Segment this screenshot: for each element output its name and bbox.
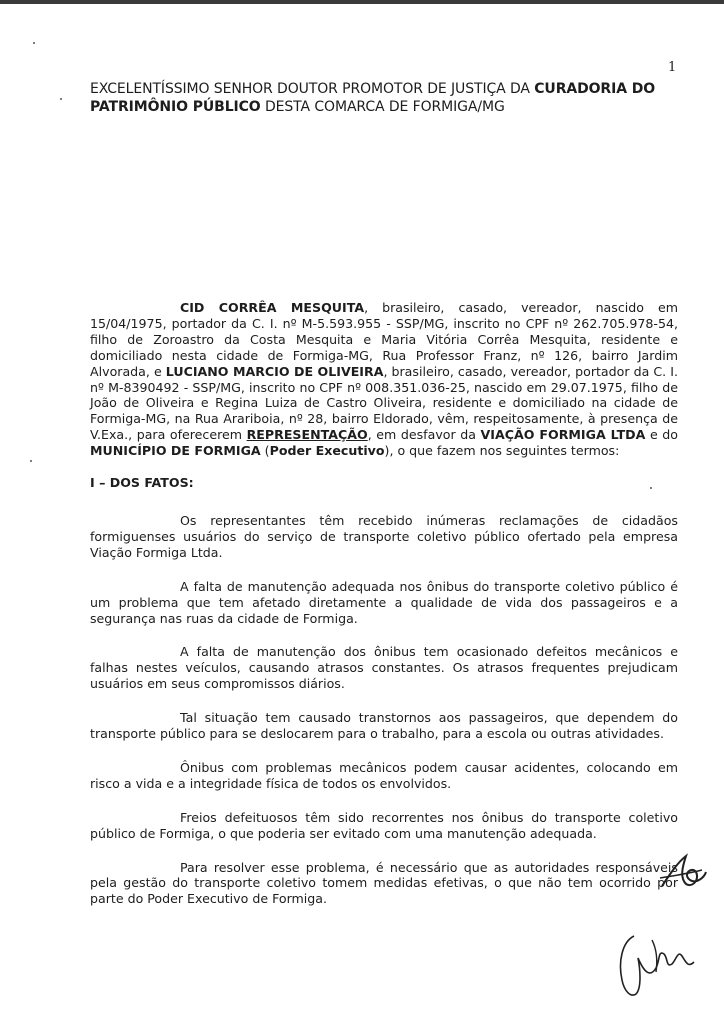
- representative-name-2: LUCIANO MARCIO DE OLIVEIRA: [165, 363, 384, 379]
- fact-paragraph: A falta de manutenção adequada nos ônibus do transporte coletivo público é um problema que tem afetado diretamente a qualidade de vida dos passageiros e a segurança nas ruas da cidade de Formiga.: [90, 578, 678, 626]
- scan-speck: [30, 460, 32, 462]
- representacao-label: REPRESENTAÇÃO: [246, 427, 368, 443]
- page-number: 1: [668, 60, 677, 75]
- header-bold-part: CURADORIA DO PATRIMÔNIO PÚBLICO: [90, 81, 656, 115]
- intro-text-1: , brasileiro, casado, vereador, nascido em 15/04/1975, portador da C. I. nº M-5.593.955 - SSP/MG, inscrito no CPF nº 262.705.978-54, filho de Zoroastro da Costa Mesquita e Maria Vitória Corrêa Mesquita, residente e domiciliado nesta cidade de Formiga-MG, Rua Professor Franz, nº 126, bairro Jardim Alvorada, e: [90, 300, 678, 379]
- intro-paragraph: [90, 300, 678, 459]
- scan-speck: [60, 98, 62, 100]
- scan-top-border: [0, 0, 724, 4]
- header-suffix: DESTA COMARCA DE FORMIGA/MG: [260, 99, 505, 115]
- intro-text-4: e do: [645, 427, 678, 443]
- header-prefix: EXCELENTÍSSIMO SENHOR DOUTOR PROMOTOR DE JUSTIÇA DA: [90, 81, 535, 97]
- fact-paragraph: Para resolver esse problema, é necessário que as autoridades responsáveis pela gestão do transporte coletivo tomem medidas efetivas, o que não tem ocorrido por parte do Poder Executivo de Formiga.: [90, 859, 678, 907]
- initials-signature-mark: [656, 850, 710, 896]
- fact-paragraph: Freios defeituosos têm sido recorrentes nos ônibus do transporte coletivo público de Formiga, o que poderia ser evitado com uma manutenção adequada.: [90, 809, 678, 841]
- representative-name-1: CID CORRÊA MESQUITA: [180, 300, 365, 315]
- intro-text-2: , brasileiro, casado, vereador, portador da C. I. nº M-8390492 - SSP/MG, inscrito no CPF nº 008.351.036-25, nascido em 29.07.1975, filho de João de Oliveira e Regina Luiza de Castro Oliveira, residente e domiciliado na cidade de Formiga-MG, na Rua Arariboia, nº 28, bairro Eldorado, vêm, respeitosamente, à presença de V.Exa., para oferecerem: [90, 363, 678, 443]
- executive-power-label: Poder Executivo: [269, 443, 385, 459]
- fact-paragraph: Ônibus com problemas mecânicos podem causar acidentes, colocando em risco a vida e a integridade física de todos os envolvidos.: [90, 759, 678, 791]
- fact-paragraph: Os representantes têm recebido inúmeras reclamações de cidadãos formiguenses usuários do serviço de transporte coletivo público ofertado pela empresa Viação Formiga Ltda.: [90, 512, 678, 560]
- fact-paragraph: A falta de manutenção dos ônibus tem ocasionado defeitos mecânicos e falhas nestes veículos, causando atrasos constantes. Os atrasos frequentes prejudicam usuários em seus compromissos diários.: [90, 644, 678, 692]
- intro-text-3: , em desfavor da: [367, 427, 481, 443]
- intro-text-6: ), o que fazem nos seguintes termos:: [384, 443, 620, 459]
- document-body: [90, 300, 678, 925]
- handwritten-signature: [612, 928, 702, 1008]
- section-title: I – DOS FATOS:: [90, 475, 194, 491]
- intro-text-5: (: [260, 443, 270, 459]
- scan-speck: [33, 42, 35, 44]
- fact-paragraph: Tal situação tem causado transtornos aos passageiros, que dependem do transporte público para se deslocarem para o trabalho, para a escola ou outras atividades.: [90, 710, 678, 742]
- municipality-name: MUNICÍPIO DE FORMIGA: [90, 443, 261, 459]
- company-name: VIAÇÃO FORMIGA LTDA: [480, 427, 646, 443]
- document-header: [90, 80, 680, 116]
